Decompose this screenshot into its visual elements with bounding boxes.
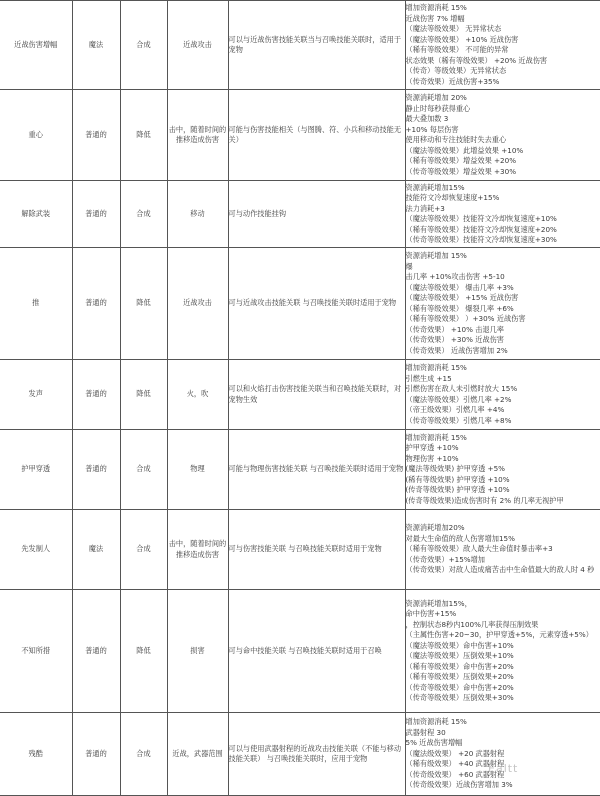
effect-line: 资源消耗增加20% [406, 523, 600, 534]
effect-line: 5% 近战伤害增幅 [406, 738, 600, 749]
affix-effects [405, 713, 600, 796]
effect-line: 状态效果（稀有等级效果） +20% 近战伤害 [406, 56, 600, 67]
effect-line: （传奇等级效果）引燃几率 +8% [406, 416, 600, 427]
effect-line: 对最大生命值的敌人伤害增加15% [406, 534, 600, 545]
affix-description: 可能与伤害技能相关（与图腾、符、小兵和移动技能无关） [228, 90, 405, 181]
affix-tag: 击中，随着时间的推移造成伤害 [167, 90, 228, 181]
effect-line: （传奇效果）+15%增加 [406, 555, 600, 566]
effect-line: (魔法等级效果) 护甲穿透 +5% [406, 464, 600, 475]
effect-line: （魔法级效果） +20 武器射程 [406, 749, 600, 760]
affix-tag: 近战攻击 [167, 1, 228, 90]
effect-line: 技能符文冷却恢复速度+15% [406, 193, 600, 204]
affix-rarity: 普通的 [72, 248, 120, 360]
effect-line: 增加资源消耗 15% [406, 363, 600, 374]
effect-line: (传奇等级效果)造成伤害时有 2% 的几率无视护甲 [406, 496, 600, 507]
effect-line: 增加资源消耗 15% [406, 717, 600, 728]
affix-effects [405, 510, 600, 590]
affix-type: 合成 [120, 430, 167, 510]
table-row [0, 90, 600, 181]
affix-type: 降低 [120, 360, 167, 430]
effect-line: 武器射程 30 [406, 728, 600, 739]
effect-line: （传奇效果） 近战伤害增加 2% [406, 346, 600, 357]
effect-line: （传奇等级效果）命中伤害+20% [406, 683, 600, 694]
effect-line: （传奇等级效果）压倒效果+30% [406, 693, 600, 704]
effect-line: 近战伤害 7% 增幅 [406, 14, 600, 25]
effect-line: （传奇效果） +30% 近战伤害 [406, 335, 600, 346]
affix-rarity: 魔法 [72, 1, 120, 90]
effect-line: （帝王级效果）引燃几率 +4% [406, 405, 600, 416]
table-row [0, 360, 600, 430]
affix-description: 可以与近战伤害技能关联当与召唤技能关联时，适用于宠物 [228, 1, 405, 90]
effect-line: 最大叠加数 3 [406, 114, 600, 125]
affix-effects [405, 90, 600, 181]
effect-line: 引燃伤害在敌人未引燃时放大 15% [406, 384, 600, 395]
effect-line: 爆 [406, 262, 600, 273]
affix-tag: 近战攻击 [167, 248, 228, 360]
effect-line: （传奇级效果） +60 武器射程 [406, 770, 600, 781]
effect-line: （魔法等级效果）此增益效果 +10% [406, 146, 600, 157]
effect-line: （传奇等级效果）增益效果 +30% [406, 167, 600, 178]
affix-description: 可与伤害技能关联 与召唤技能关联时适用于宠物 [228, 510, 405, 590]
affix-rarity: 魔法 [72, 510, 120, 590]
effect-line: （魔法等级效果） 爆击几率 +3% [406, 283, 600, 294]
table-row [0, 713, 600, 796]
effect-line: 资源消耗增加 15% [406, 251, 600, 262]
affix-type: 降低 [120, 248, 167, 360]
table-row [0, 181, 600, 248]
effect-line: 静止时每秒获得重心 [406, 104, 600, 115]
effect-line: 护甲穿透 +10% [406, 443, 600, 454]
effect-line: 增加资源消耗 15% [406, 433, 600, 444]
effect-line: 资源消耗增加15% [406, 183, 600, 194]
effect-line: （主属性伤害+20~30，护甲穿透+5%，元素穿透+5%） [406, 630, 600, 641]
affix-tag: 火，吹 [167, 360, 228, 430]
effect-line: （传奇效果） +10% 击退几率 [406, 325, 600, 336]
affix-name: 护甲穿透 [0, 430, 72, 510]
affix-tag: 击中，随着时间的推移造成伤害 [167, 510, 228, 590]
affix-effects [405, 1, 600, 90]
affix-type: 合成 [120, 1, 167, 90]
affix-description: 可与命中技能关联 与召唤技能关联时适用于召唤 [228, 590, 405, 713]
effect-line: （传奇）等级效果）无异常状态 [406, 66, 600, 77]
effect-line: （稀有级效果） +40 武器射程 [406, 759, 600, 770]
effect-line: （稀有等级效果）增益效果 +20% [406, 156, 600, 167]
effect-line: 法力消耗+3 [406, 204, 600, 215]
affix-type: 降低 [120, 590, 167, 713]
affix-name: 发声 [0, 360, 72, 430]
effect-line: 引燃生成 +15 [406, 374, 600, 385]
effect-line: （传奇效果）对敌人造成痛苦击中生命值最大的敌人时 4 秒 [406, 565, 600, 576]
affix-name: 重心 [0, 90, 72, 181]
affix-name: 近战伤害增幅 [0, 1, 72, 90]
affix-description: 可能与物理伤害技能关联 与召唤技能关联时适用于宠物 [228, 430, 405, 510]
affix-type: 合成 [120, 510, 167, 590]
affix-description: 可以和火焰打击伤害技能关联当和召唤技能关联时，对宠物生效 [228, 360, 405, 430]
effect-line: （魔法等级效果）命中伤害+10% [406, 641, 600, 652]
effect-line: （传奇效果）近战伤害+35% [406, 77, 600, 88]
affix-rarity: 普通的 [72, 360, 120, 430]
effect-line: （魔法等级效果） +15% 近战伤害 [406, 293, 600, 304]
affix-rarity: 普通的 [72, 90, 120, 181]
affix-rarity: 普通的 [72, 430, 120, 510]
affix-effects [405, 181, 600, 248]
effect-line: （魔法等级效果） +10% 近战伤害 [406, 35, 600, 46]
effect-line: ，控制状态8秒内100%几率获得压制效果 [406, 620, 600, 631]
affix-tag: 近战，武器范围 [167, 713, 228, 796]
affix-description: 可与近战攻击技能关联 与召唤技能关联时适用于宠物 [228, 248, 405, 360]
affix-name: 先发制人 [0, 510, 72, 590]
effect-line: 资源消耗增加15%， [406, 599, 600, 610]
affix-rarity: 普通的 [72, 590, 120, 713]
effect-line: 增加资源消耗 15% [406, 3, 600, 14]
effect-line: （魔法等级效果）引燃几率 +2% [406, 395, 600, 406]
affix-type: 合成 [120, 713, 167, 796]
affix-rarity: 普通的 [72, 713, 120, 796]
affix-tag: 损害 [167, 590, 228, 713]
affix-name: 残酷 [0, 713, 72, 796]
affix-description: 可以与使用武器射程的近战攻击技能关联（不能与移动技能关联） 与召唤技能关联时，应用于宠物 [228, 713, 405, 796]
affix-name: 不知所措 [0, 590, 72, 713]
affix-name: 解除武装 [0, 181, 72, 248]
effect-line: （传奇级效果）近战伤害增加 3% [406, 780, 600, 791]
affix-type: 降低 [120, 90, 167, 181]
table-row [0, 590, 600, 713]
effect-line: 物理伤害 +10% [406, 454, 600, 465]
effect-line: （传奇等级效果）技能符文冷却恢复速度+30% [406, 235, 600, 246]
table-row [0, 1, 600, 90]
effect-line: （魔法等级效果） 无异常状态 [406, 24, 600, 35]
table-row [0, 510, 600, 590]
effect-line: （稀有等级效果）压倒效果+20% [406, 672, 600, 683]
effect-line: （魔法等级效果）技能符文冷却恢复速度+10% [406, 214, 600, 225]
affix-name: 推 [0, 248, 72, 360]
effect-line: （稀有等级效果）敌人最大生命值时暴击率+3 [406, 544, 600, 555]
affix-effects [405, 430, 600, 510]
table-row [0, 430, 600, 510]
affix-effects [405, 360, 600, 430]
effect-line: （稀有等级效果） 爆裂几率 +6% [406, 304, 600, 315]
effect-line: 资源消耗增加 20% [406, 93, 600, 104]
effect-line: （稀有等级效果） ）+30% 近战伤害 [406, 314, 600, 325]
watermark: Ealtt [488, 762, 518, 775]
effect-line: 命中伤害+15% [406, 609, 600, 620]
table-row [0, 248, 600, 360]
affix-type: 合成 [120, 181, 167, 248]
affix-description: 可与动作技能挂钩 [228, 181, 405, 248]
effect-line: 使用移动和专注技能时失去重心 [406, 135, 600, 146]
affix-rarity: 普通的 [72, 181, 120, 248]
affix-tag: 移动 [167, 181, 228, 248]
effect-line: （稀有等级效果） 不可能的异常 [406, 45, 600, 56]
effect-line: (稀有等级效果) 护甲穿透 +10% [406, 475, 600, 486]
effect-line: （稀有等级效果）技能符文冷却恢复速度+20% [406, 225, 600, 236]
effect-line: (传奇等级效果) 护甲穿透 +10% [406, 485, 600, 496]
affix-tag: 物理 [167, 430, 228, 510]
effect-line: （稀有等级效果）命中伤害+20% [406, 662, 600, 673]
affix-effects [405, 590, 600, 713]
effect-line: （魔法等级效果）压倒效果+10% [406, 651, 600, 662]
affix-effects [405, 248, 600, 360]
effect-line: 击几率 +10%攻击伤害 +5-10 [406, 272, 600, 283]
effect-line: +10% 每层伤害 [406, 125, 600, 136]
